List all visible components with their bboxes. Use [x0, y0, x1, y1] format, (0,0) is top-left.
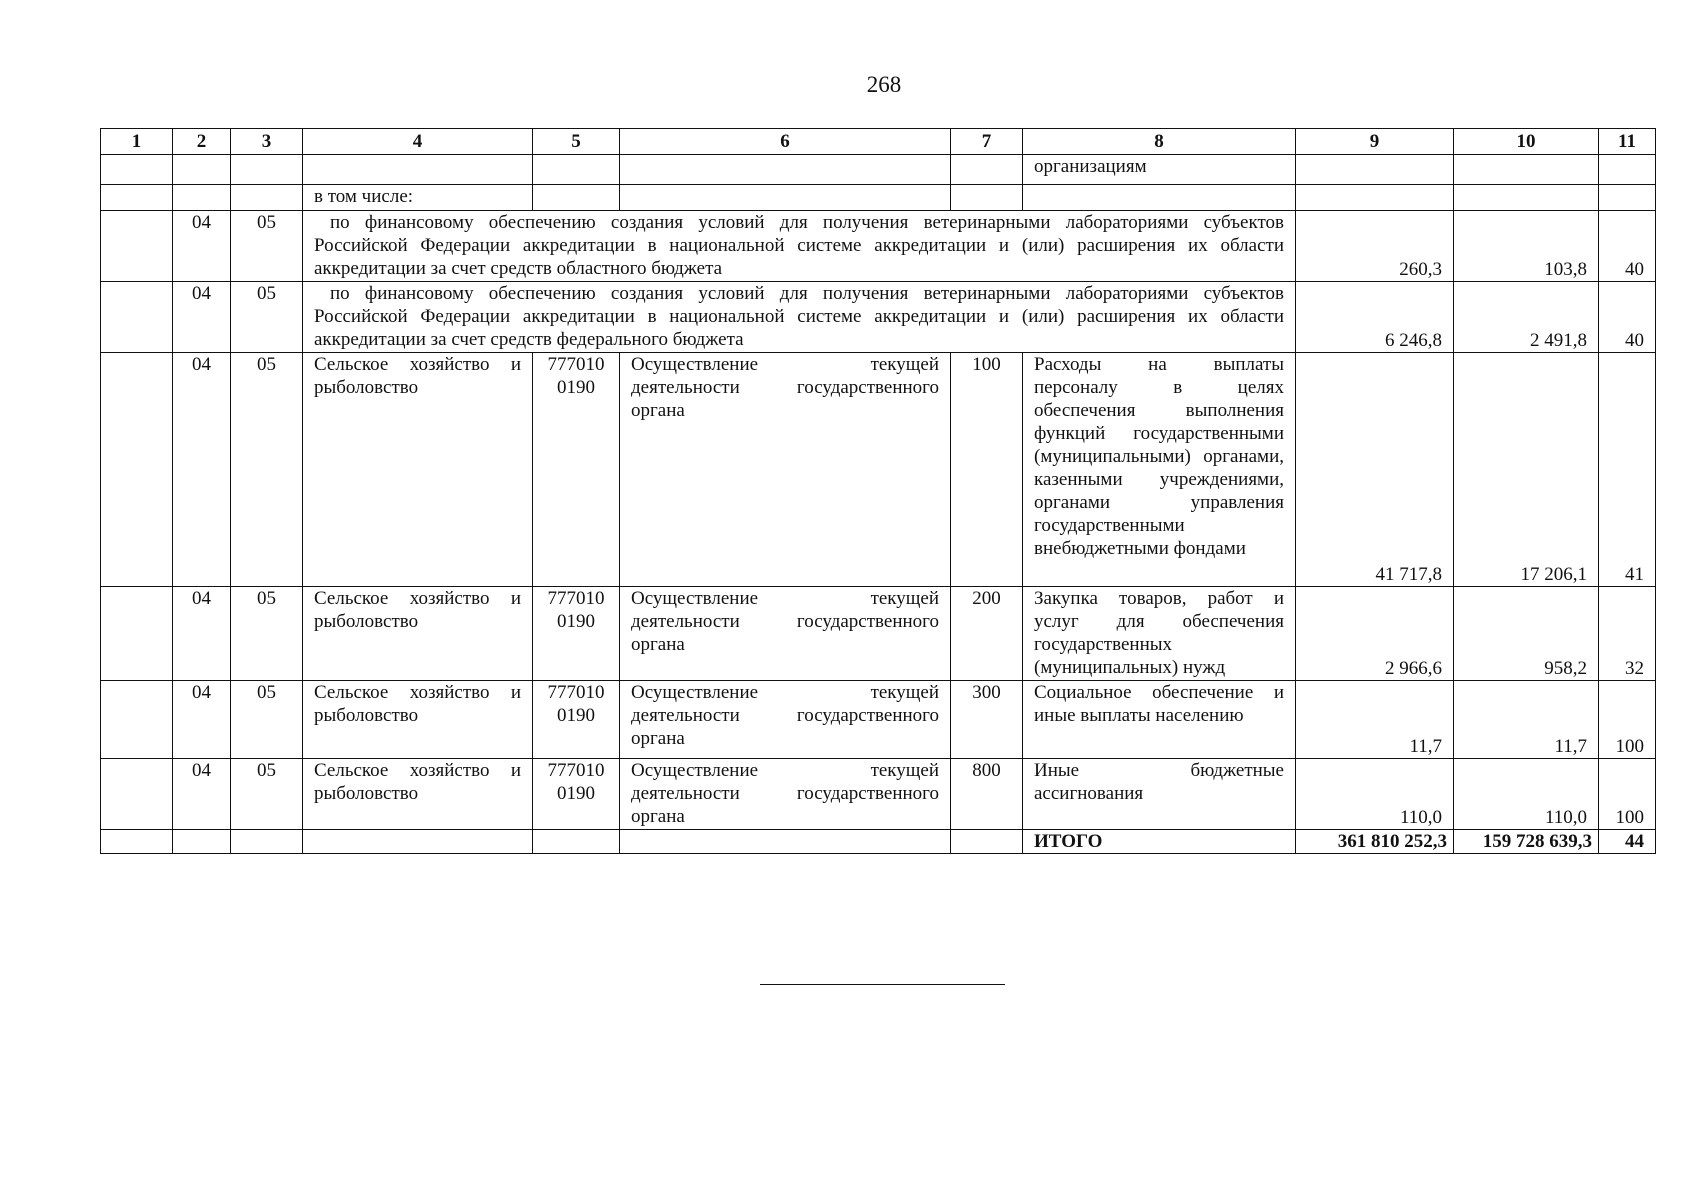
percent-cell: 100 — [1599, 759, 1656, 830]
total-plan-amount: 361 810 252,3 — [1296, 830, 1454, 854]
actual-amount-cell: 958,2 — [1454, 587, 1599, 681]
total-percent: 44 — [1599, 830, 1656, 854]
target-article-name-cell: Осуществление текущей деятельности государственного органа — [620, 587, 951, 681]
expense-type-code-cell: 200 — [951, 587, 1023, 681]
expense-type-code-cell: 100 — [951, 353, 1023, 587]
subsection-code-cell: 05 — [231, 282, 303, 353]
target-article-name-cell: Осуществление текущей деятельности государственного органа — [620, 353, 951, 587]
actual-amount-cell: 110,0 — [1454, 759, 1599, 830]
section-code-cell: 04 — [173, 587, 231, 681]
col-header: 5 — [533, 129, 620, 155]
target-article-cell: 777010 0190 — [533, 759, 620, 830]
subsection-code-cell: 05 — [231, 759, 303, 830]
page-number: 268 — [866, 72, 902, 97]
plan-amount-cell: 260,3 — [1296, 211, 1454, 282]
budget-table — [100, 128, 1656, 854]
actual-amount-cell: 2 491,8 — [1454, 282, 1599, 353]
target-article-cell: 777010 0190 — [533, 681, 620, 759]
percent-cell: 41 — [1599, 353, 1656, 587]
col-header: 4 — [303, 129, 533, 155]
table-row — [101, 185, 1656, 211]
target-article-cell: 777010 0190 — [533, 587, 620, 681]
section-cell: в том числе: — [303, 185, 533, 211]
subsection-code-cell: 05 — [231, 681, 303, 759]
table-row — [101, 759, 1656, 830]
actual-amount-cell: 103,8 — [1454, 211, 1599, 282]
section-code-cell: 04 — [173, 211, 231, 282]
col-header: 7 — [951, 129, 1023, 155]
col-header: 1 — [101, 129, 173, 155]
table-row — [101, 155, 1656, 185]
section-name-cell: Сельское хозяйство и рыболовство — [303, 353, 533, 587]
table-header — [101, 129, 1656, 155]
table-row — [101, 681, 1656, 759]
purpose-text-cell: по финансовому обеспечению создания условий для получения ветеринарными лабораториями субъектов Российской Федерации аккредитации в национальной системе аккредитации и (или) расширения их области аккредитации за счет средств областного бюджета — [303, 211, 1296, 282]
plan-amount-cell: 11,7 — [1296, 681, 1454, 759]
section-code-cell: 04 — [173, 759, 231, 830]
actual-amount-cell: 17 206,1 — [1454, 353, 1599, 587]
expense-type-cell: Закупка товаров, работ и услуг для обеспечения государственных (муниципальных) нужд — [1023, 587, 1296, 681]
table-row — [101, 282, 1656, 353]
table-row — [101, 211, 1656, 282]
total-row — [101, 830, 1656, 854]
percent-cell: 40 — [1599, 211, 1656, 282]
subsection-code-cell: 05 — [231, 353, 303, 587]
expense-type-cell: Расходы на выплаты персоналу в целях обеспечения выполнения функций государственными (муниципальными) органами, казенными учреждениями, органами управления государственными внебюджетными фондами — [1023, 353, 1296, 587]
plan-amount-cell: 41 717,8 — [1296, 353, 1454, 587]
table-row — [101, 353, 1656, 587]
target-article-name-cell: Осуществление текущей деятельности государственного органа — [620, 681, 951, 759]
closing-divider — [760, 984, 1005, 985]
target-article-name-cell: Осуществление текущей деятельности государственного органа — [620, 759, 951, 830]
section-name-cell: Сельское хозяйство и рыболовство — [303, 681, 533, 759]
actual-amount-cell: 11,7 — [1454, 681, 1599, 759]
plan-amount-cell: 6 246,8 — [1296, 282, 1454, 353]
expense-type-cell: Иные бюджетные ассигнования — [1023, 759, 1296, 830]
plan-amount-cell: 2 966,6 — [1296, 587, 1454, 681]
purpose-text-cell: по финансовому обеспечению создания условий для получения ветеринарными лабораториями субъектов Российской Федерации аккредитации в национальной системе аккредитации и (или) расширения их области аккредитации за счет средств федерального бюджета — [303, 282, 1296, 353]
total-actual-amount: 159 728 639,3 — [1454, 830, 1599, 854]
col-header: 8 — [1023, 129, 1296, 155]
section-code-cell: 04 — [173, 353, 231, 587]
section-code-cell: 04 — [173, 681, 231, 759]
subsection-code-cell: 05 — [231, 587, 303, 681]
percent-cell: 100 — [1599, 681, 1656, 759]
section-code-cell: 04 — [173, 282, 231, 353]
total-label: ИТОГО — [1023, 830, 1296, 854]
col-header: 6 — [620, 129, 951, 155]
expense-type-code-cell: 300 — [951, 681, 1023, 759]
expense-type-cell: организациям — [1023, 155, 1296, 185]
table-row — [101, 587, 1656, 681]
col-header: 11 — [1599, 129, 1656, 155]
expense-type-code-cell: 800 — [951, 759, 1023, 830]
target-article-cell: 777010 0190 — [533, 353, 620, 587]
col-header: 3 — [231, 129, 303, 155]
percent-cell: 40 — [1599, 282, 1656, 353]
section-name-cell: Сельское хозяйство и рыболовство — [303, 759, 533, 830]
plan-amount-cell: 110,0 — [1296, 759, 1454, 830]
subsection-code-cell: 05 — [231, 211, 303, 282]
expense-type-cell: Социальное обеспечение и иные выплаты населению — [1023, 681, 1296, 759]
col-header: 10 — [1454, 129, 1599, 155]
col-header: 2 — [173, 129, 231, 155]
col-header: 9 — [1296, 129, 1454, 155]
section-name-cell: Сельское хозяйство и рыболовство — [303, 587, 533, 681]
percent-cell: 32 — [1599, 587, 1656, 681]
